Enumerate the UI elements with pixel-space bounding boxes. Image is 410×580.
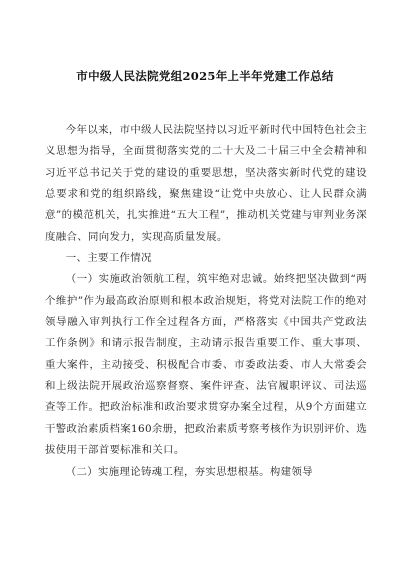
item-paragraph-1: （一）实施政治领航工程，筑牢绝对忠诚。始终把坚决做到“两个维护”作为最高政治原则和根本政治规矩，将党对法院工作的绝对领导融入审判执行工作全过程各方面，严格落实《中国共产党政法工作条例》和请示报告制度，主动请示报告重要工作、重大事项、重大案件，主动接受、积极配合市委、市委政法委、市人大常委会和上级法院开展政治巡察督察、案件评查、法官履职评议、司法巡查等工作。把政治标准和政治要求贯穿办案全过程，从9个方面建立干警政治素质档案160余册，把政治素质考察考核作为识别评价、选拔使用干部首要标准和关口。 xyxy=(45,273,367,457)
document-title: 市中级人民法院党组2025年上半年党建工作总结 xyxy=(76,69,334,83)
intro-paragraph: 今年以来，市中级人民法院坚持以习近平新时代中国特色社会主义思想为指导，全面贯彻落实党的二十大及二十届三中全会精神和习近平总书记关于党的建设的重要思想，坚决落实新时代党的建设总要求和党的组织路线，聚焦建设“让党中央放心、让人民群众满意”的模范机关，扎实推进“五大工程”，推动机关党建与审判业务深度融合、同向发力，实现高质量发展。 xyxy=(45,124,367,243)
document-body xyxy=(45,120,367,483)
item-paragraph-2: （二）实施理论铸魂工程，夯实思想根基。构建领导 xyxy=(65,465,313,478)
section-heading: 一、主要工作情况 xyxy=(65,252,152,265)
